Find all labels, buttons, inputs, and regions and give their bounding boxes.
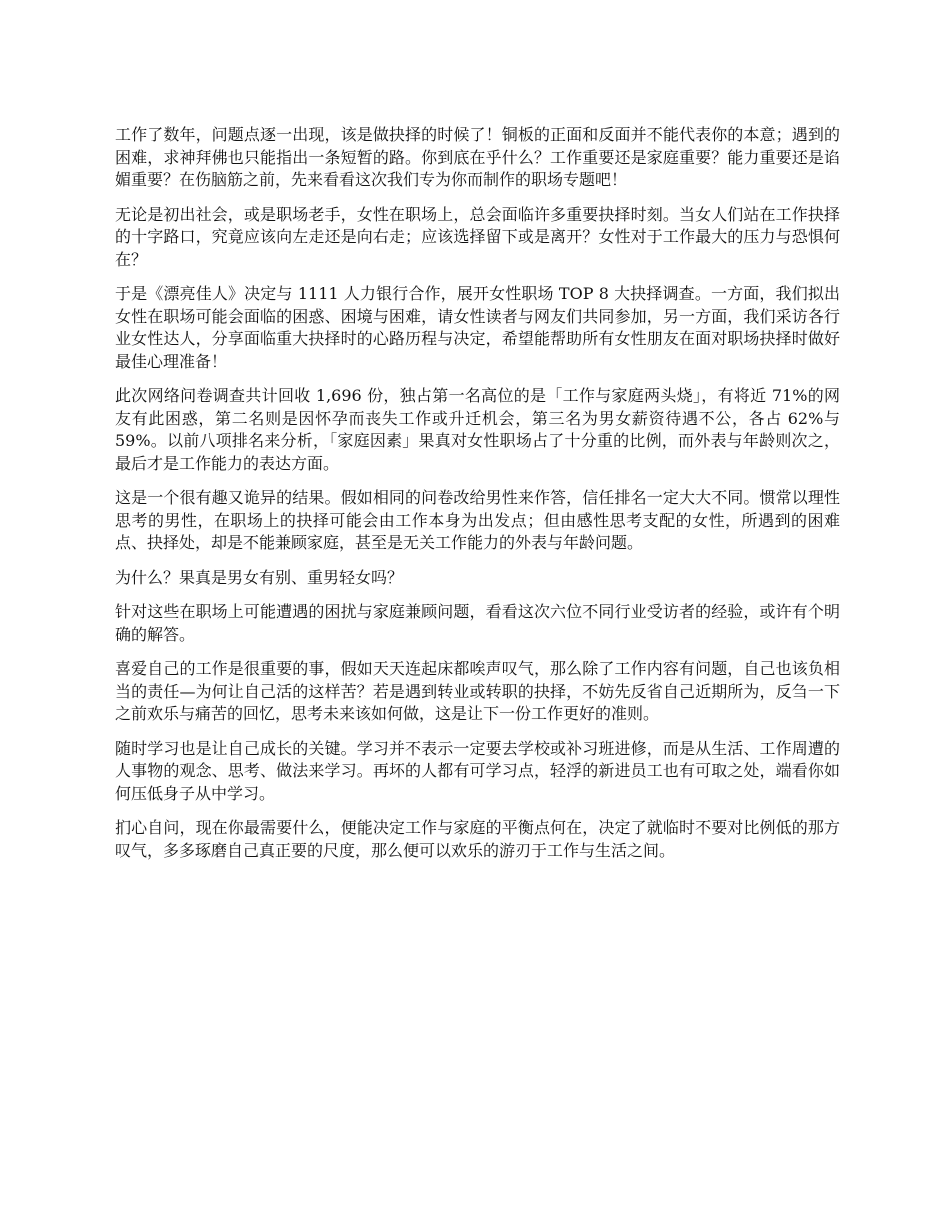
paragraph-love-work: 喜爱自己的工作是很重要的事，假如天天连起床都唉声叹气，那么除了工作内容有问题，自己也该负相当的责任—为何让自己活的这样苦？若是遇到转业或转职的抉择，不妨先反省自己近期所为，反刍一下之前欢乐与痛苦的回忆，思考未来该如何做，这是让下一份工作更好的准则。 xyxy=(115,659,840,723)
paragraph-question: 为什么？果真是男女有别、重男轻女吗？ xyxy=(115,567,404,587)
paragraph-learning: 随时学习也是让自己成长的关键。学习并不表示一定要去学校或补习班进修，而是从生活、工作周遭的人事物的观念、思考、做法来学习。再坏的人都有可学习点，轻浮的新进员工也有可取之处，端看你如何压低身子从中学习。 xyxy=(115,738,840,803)
paragraph-intro: 工作了数年，问题点逐一出现，该是做抉择的时候了！铜板的正面和反面并不能代表你的本意；遇到的困难，求神拜佛也只能指出一条短暂的路。你到底在乎什么？工作重要还是家庭重要？能力重要还是谄媚重要？在伤脑筋之前，先来看看这次我们专为你而制作的职场专题吧！ xyxy=(115,125,840,189)
paragraph-interviewees: 针对这些在职场上可能遭遇的困扰与家庭兼顾问题，看看这次六位不同行业受访者的经验，或许有个明确的解答。 xyxy=(115,602,840,644)
paragraph-crossroads: 无论是初出社会，或是职场老手，女性在职场上，总会面临许多重要抉择时刻。当女人们站在工作抉择的十字路口，究竟应该向左走还是向右走；应该选择留下或是离开？女性对于工作最大的压力与恐惧何在？ xyxy=(115,204,840,269)
paragraph-conclusion: 扪心自问，现在你最需要什么，便能决定工作与家庭的平衡点何在，决定了就临时不要对比例低的那方叹气，多多琢磨自己真正要的尺度，那么便可以欢乐的游刃于工作与生活之间。 xyxy=(115,818,840,860)
paragraph-survey-results: 此次网络问卷调查共计回收 1,696 份，独占第一名高位的是「工作与家庭两头烧」，有将近 71%的网友有此困惑，第二名则是因怀孕而丧失工作或升迁机会，第三名为男女薪资待遇不公，各占 62%与 59%。以前八项排名来分析，「家庭因素」果真对女性职场占了十分重的比例，而外表与年龄则次之，最后才是工作能力的表达方面。 xyxy=(115,386,840,473)
document-body xyxy=(115,124,840,874)
paragraph-survey-intro: 于是《漂亮佳人》决定与 1111 人力银行合作，展开女性职场 TOP 8 大抉择调查。一方面，我们拟出女性在职场可能会面临的困惑、困境与困难，请女性读者与网友们共同参加，另一方面，我们采访各行业女性达人，分享面临重大抉择时的心路历程与决定，希望能帮助所有女性朋友在面对职场抉择时做好最佳心理准备！ xyxy=(115,284,840,371)
paragraph-analysis: 这是一个很有趣又诡异的结果。假如相同的问卷改给男性来作答，信任排名一定大大不同。惯常以理性思考的男性，在职场上的抉择可能会由工作本身为出发点；但由感性思考支配的女性，所遇到的困难点、抉择处，却是不能兼顾家庭，甚至是无关工作能力的外表与年龄问题。 xyxy=(115,488,840,552)
